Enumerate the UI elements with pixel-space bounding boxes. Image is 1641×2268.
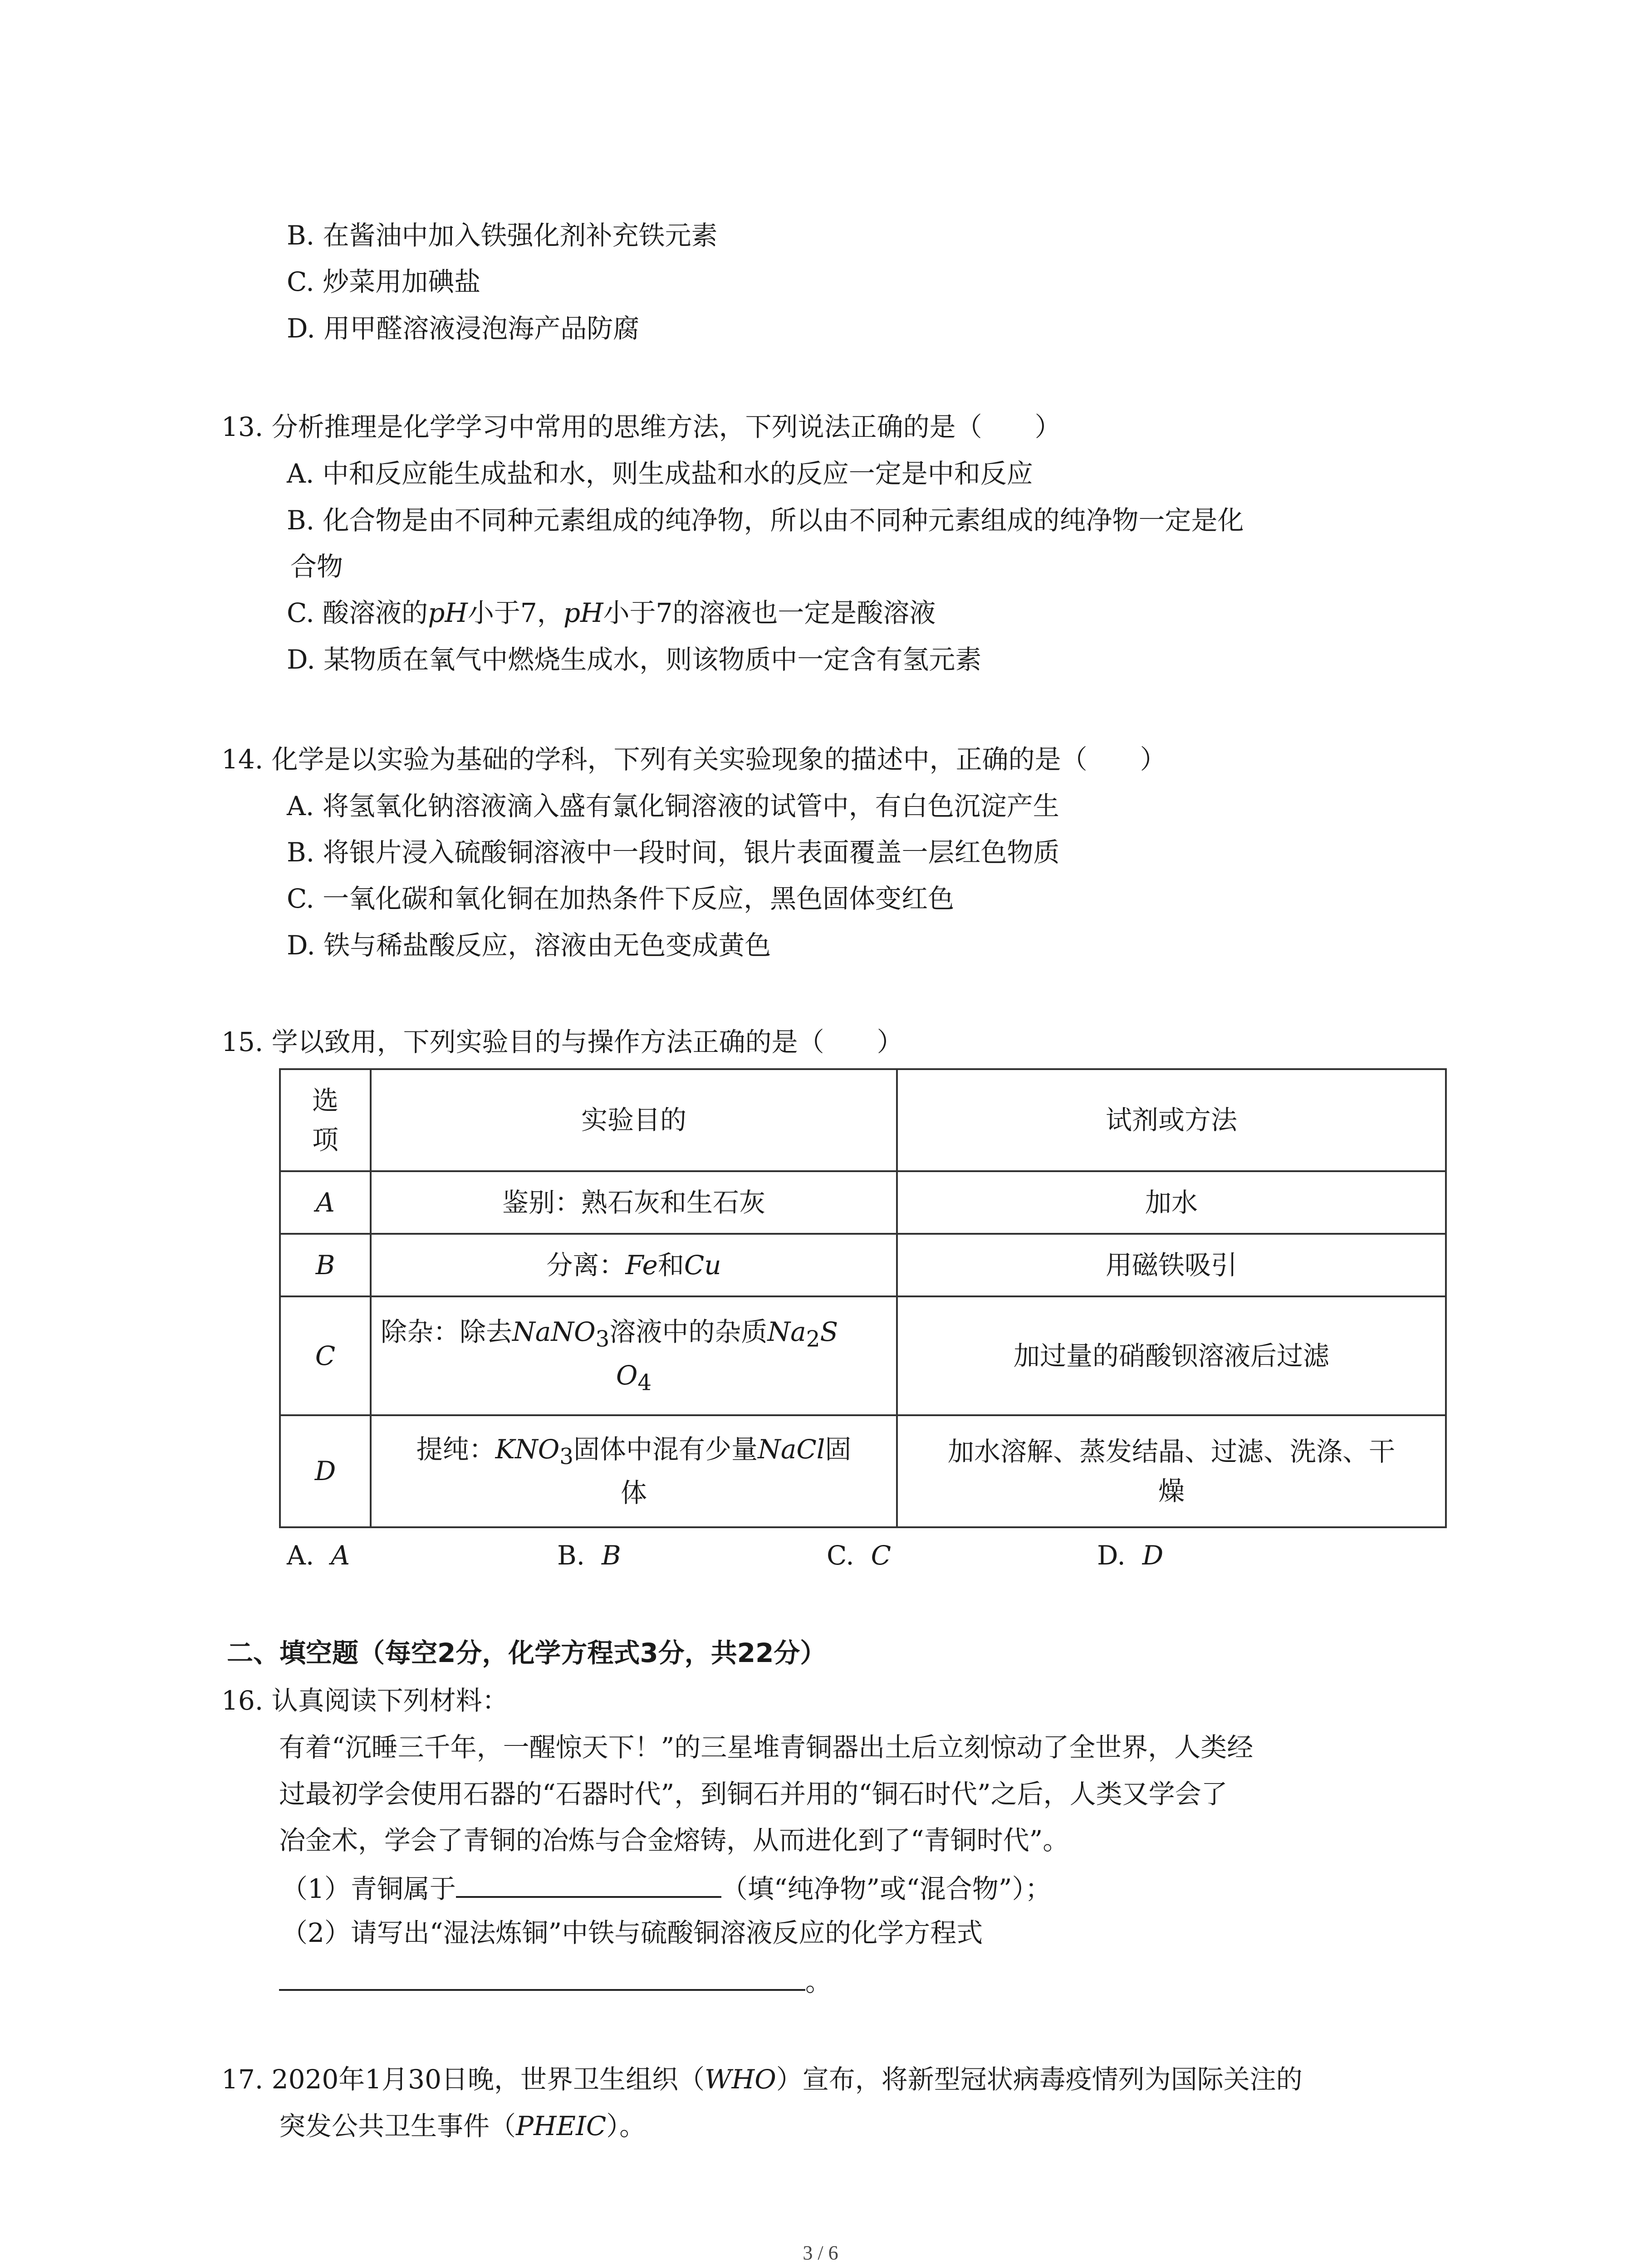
q12-option-b: B. 在酱油中加入铁强化剂补充铁元素: [287, 220, 718, 251]
row-purpose: 鉴别：熟石灰和生石灰: [371, 1171, 897, 1234]
row-key: B: [280, 1234, 371, 1296]
q13-option-b: B. 化合物是由不同种元素组成的纯净物，所以由不同种元素组成的纯净物一定是化: [287, 505, 1244, 536]
row-method: 加水溶解、蒸发结晶、过滤、洗涤、干 燥: [897, 1415, 1446, 1527]
q15-stem: 15. 学以致用，下列实验目的与操作方法正确的是（ ）: [221, 1026, 903, 1057]
section-heading: 二、填空题（每空2分，化学方程式3分，共22分）: [227, 1637, 827, 1668]
row-key: D: [280, 1415, 371, 1527]
table-row: [280, 1234, 1446, 1296]
row-purpose: 分离：Fe和Cu: [371, 1234, 897, 1296]
row-key: C: [280, 1296, 371, 1415]
table-row: [280, 1415, 1446, 1527]
q14-stem: 14. 化学是以实验为基础的学科，下列有关实验现象的描述中，正确的是（ ）: [221, 744, 1166, 775]
q15-choice-a: A. A: [287, 1540, 350, 1571]
q13-option-d: D. 某物质在氧气中燃烧生成水，则该物质中一定含有氢元素: [287, 644, 982, 675]
q16-subq2: （2）请写出“湿法炼铜”中铁与硫酸铜溶液反应的化学方程式: [281, 1917, 983, 1948]
table-header-row: [280, 1069, 1446, 1171]
row-key: A: [280, 1171, 371, 1234]
answer-blank-2[interactable]: [279, 1966, 805, 1991]
row-method: 用磁铁吸引: [897, 1234, 1446, 1296]
q14-option-a: A. 将氢氧化钠溶液滴入盛有氯化铜溶液的试管中，有白色沉淀产生: [287, 791, 1059, 821]
table-row: [280, 1171, 1446, 1234]
header-method: 试剂或方法: [897, 1069, 1446, 1171]
q16-stem: 16. 认真阅读下列材料：: [221, 1685, 509, 1716]
answer-blank-1[interactable]: [456, 1873, 721, 1898]
row-purpose: 提纯：$KNO_3$固体中混有少量NaCl固 体: [371, 1415, 897, 1527]
q13-option-a: A. 中和反应能生成盐和水，则生成盐和水的反应一定是中和反应: [287, 458, 1033, 489]
q14-option-b: B. 将银片浸入硫酸铜溶液中一段时间，银片表面覆盖一层红色物质: [287, 837, 1060, 868]
q13-option-b-cont: 合物: [290, 551, 343, 582]
q16-subq1: （1）青铜属于 （填“纯净物”或“混合物”）；: [281, 1873, 1052, 1904]
q13-option-c: C. 酸溶液的pH小于7，pH小于7的溶液也一定是酸溶液: [287, 597, 936, 628]
q12-option-c: C. 炒菜用加碘盐: [287, 266, 481, 297]
q16-passage-line3: 冶金术，学会了青铜的冶炼与合金熔铸，从而进化到了“青铜时代”。: [279, 1825, 1069, 1856]
q14-option-d: D. 铁与稀盐酸反应，溶液由无色变成黄色: [287, 930, 771, 961]
table-row: [280, 1296, 1446, 1415]
q17-line1: 17. 2020年1月30日晚，世界卫生组织（WHO）宣布，将新型冠状病毒疫情列为国际关注的: [221, 2064, 1303, 2095]
row-method: 加水: [897, 1171, 1446, 1234]
row-purpose: 除杂：除去NaNO$_3$溶液中的杂质$Na_2S$ $O_4$: [371, 1296, 897, 1415]
q15-choice-b: B. B: [557, 1540, 621, 1571]
q14-option-c: C. 一氧化碳和氧化铜在加热条件下反应，黑色固体变红色: [287, 883, 955, 914]
q15-table: [279, 1068, 1447, 1528]
q16-passage-line1: 有着“沉睡三千年，一醒惊天下！”的三星堆青铜器出土后立刻惊动了全世界，人类经: [279, 1732, 1254, 1763]
q15-choice-c: C. C: [827, 1540, 892, 1571]
header-purpose: 实验目的: [371, 1069, 897, 1171]
q12-option-d: D. 用甲醛溶液浸泡海产品防腐: [287, 313, 640, 344]
q15-choice-d: D. D: [1097, 1540, 1164, 1571]
q16-subq2-answer: 。: [279, 1966, 832, 1995]
q13-stem: 13. 分析推理是化学学习中常用的思维方法，下列说法正确的是（ ）: [221, 411, 1061, 442]
q16-passage-line2: 过最初学会使用石器的“石器时代”，到铜石并用的“铜石时代”之后，人类又学会了: [279, 1779, 1228, 1809]
header-option: 选 项: [280, 1069, 371, 1171]
page-number: 3 / 6: [803, 2242, 838, 2264]
q17-line2: 突发公共卫生事件（PHEIC）。: [279, 2111, 646, 2141]
row-method: 加过量的硝酸钡溶液后过滤: [897, 1296, 1446, 1415]
